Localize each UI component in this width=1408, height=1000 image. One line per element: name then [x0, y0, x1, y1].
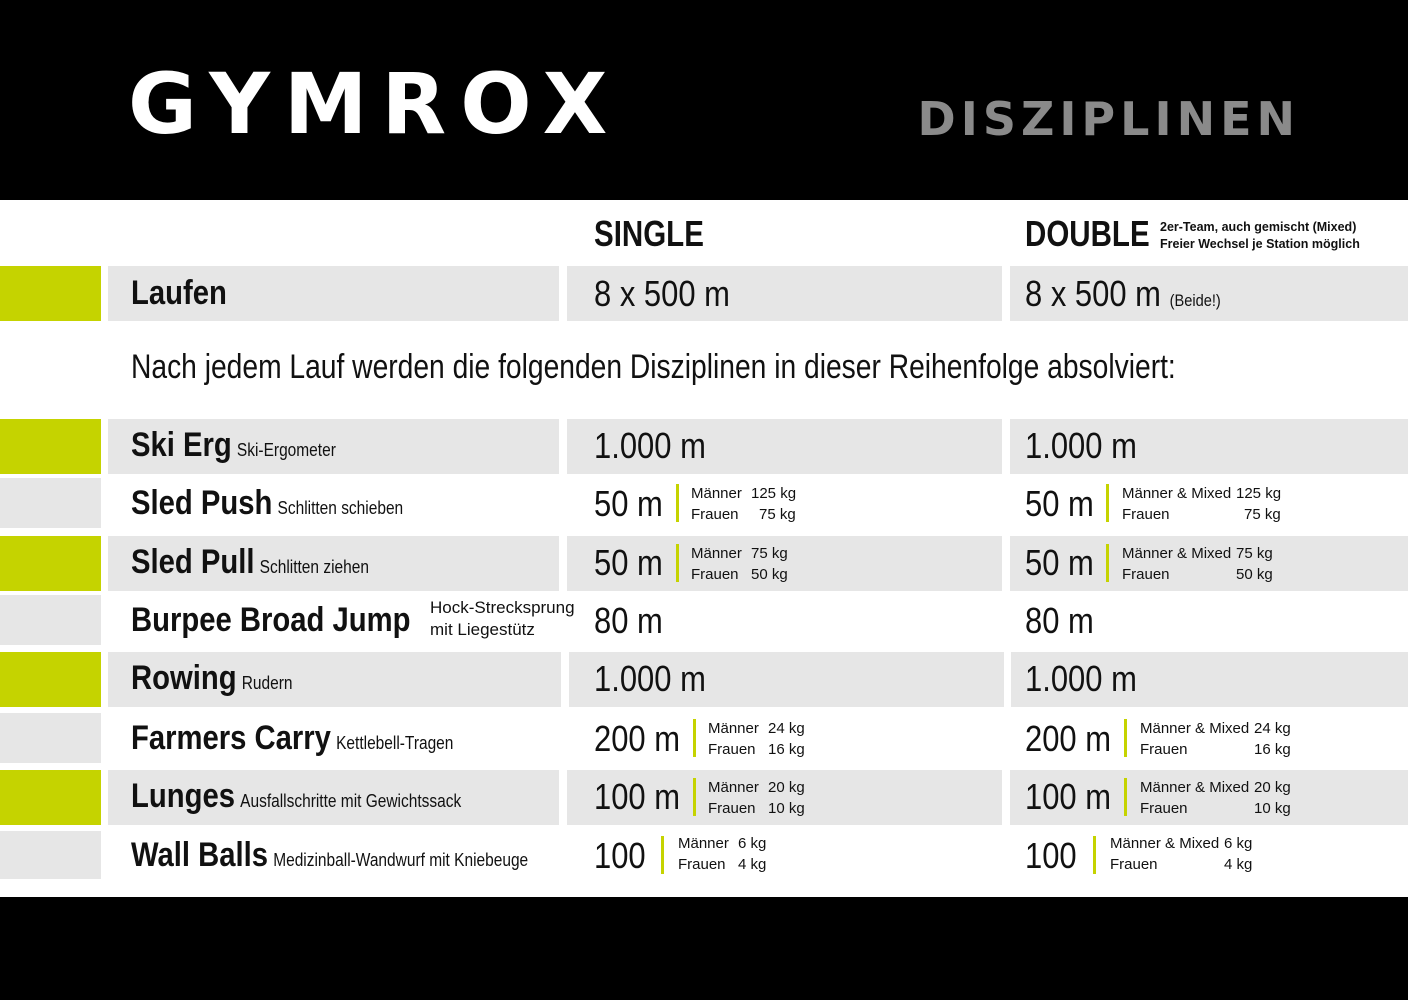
discipline-sub: Rudern — [241, 673, 293, 693]
double-weights: Männer & Mixed 125 kg Frauen 75 kg — [1122, 485, 1282, 523]
single-weights: Männer 125 kg Frauen 75 kg — [691, 485, 797, 523]
single-weights: Männer 6 kg Frauen 4 kg — [678, 835, 767, 873]
table-row — [0, 478, 1408, 528]
table-row — [0, 595, 1408, 645]
discipline-sub: Ski-Ergometer — [236, 440, 336, 460]
divider — [1093, 836, 1096, 874]
row-accent — [0, 478, 101, 528]
divider — [1106, 484, 1109, 522]
table-row — [0, 536, 1408, 591]
header — [0, 0, 1408, 200]
single-distance: 100 m — [594, 776, 681, 817]
table-row — [0, 713, 1408, 763]
double-distance: 100 — [1025, 835, 1077, 876]
discipline-name: Ski Erg Ski-Ergometer — [131, 426, 336, 464]
double-note-line2: Freier Wechsel je Station möglich — [1160, 237, 1360, 251]
double-note — [1160, 219, 1360, 253]
row-accent — [0, 831, 101, 879]
discipline-name: Sled Pull Schlitten ziehen — [131, 543, 369, 581]
intro-text: Nach jedem Lauf werden die folgenden Disziplinen in dieser Reihenfolge absolviert: — [131, 348, 1176, 386]
discipline-sub: Kettlebell-Tragen — [336, 733, 454, 753]
double-distance: 8 x 500 m (Beide!) — [1025, 273, 1221, 314]
discipline-name: Sled Push Schlitten schieben — [131, 484, 404, 522]
divider — [693, 719, 696, 757]
row-accent — [0, 266, 101, 321]
double-distance: 50 m — [1025, 483, 1094, 524]
row-accent — [0, 536, 101, 591]
table-row — [0, 419, 1408, 474]
double-distance: 1.000 m — [1025, 658, 1137, 699]
single-weights: Männer 24 kg Frauen 16 kg — [708, 720, 805, 758]
discipline-name: Farmers Carry Kettlebell-Tragen — [131, 719, 454, 757]
double-weights: Männer & Mixed 24 kg Frauen 16 kg — [1140, 720, 1291, 758]
page-title: DISZIPLINEN — [917, 92, 1300, 146]
row-accent — [0, 770, 101, 825]
divider — [676, 484, 679, 522]
column-header-single: SINGLE — [594, 213, 704, 254]
single-distance: 1.000 m — [594, 658, 706, 699]
divider — [693, 778, 696, 816]
table-row — [0, 831, 1408, 879]
single-distance: 50 m — [594, 483, 663, 524]
double-weights: Männer & Mixed 75 kg Frauen 50 kg — [1122, 545, 1273, 583]
single-distance: 80 m — [594, 600, 663, 641]
discipline-sub: Hock-Strecksprung mit Liegestütz — [430, 598, 575, 639]
row-accent — [0, 713, 101, 763]
double-weights: Männer & Mixed 20 kg Frauen 10 kg — [1140, 779, 1291, 817]
discipline-sub: Ausfallschritte mit Gewichtssack — [240, 791, 462, 811]
discipline-name: Burpee Broad Jump — [131, 601, 411, 639]
row-accent — [0, 652, 101, 707]
logo: GYMROX — [128, 55, 622, 153]
discipline-name: Wall Balls Medizinball-Wandwurf mit Kniebeuge — [131, 836, 529, 874]
double-weights: Männer & Mixed 6 kg Frauen 4 kg — [1110, 835, 1253, 873]
row-accent — [0, 595, 101, 645]
single-distance: 1.000 m — [594, 425, 706, 466]
divider — [1124, 778, 1127, 816]
divider — [676, 544, 679, 582]
double-note-beide: (Beide!) — [1169, 291, 1221, 310]
discipline-name: Lunges Ausfallschritte mit Gewichtssack — [131, 777, 462, 815]
single-distance: 200 m — [594, 718, 681, 759]
double-distance: 1.000 m — [1025, 425, 1137, 466]
table-row — [0, 770, 1408, 825]
single-distance: 100 — [594, 835, 646, 876]
divider — [1106, 544, 1109, 582]
discipline-name: Rowing Rudern — [131, 659, 293, 697]
footer — [0, 897, 1408, 1000]
discipline-sub: Schlitten schieben — [277, 498, 404, 518]
double-distance: 200 m — [1025, 718, 1112, 759]
single-weights: Männer 20 kg Frauen 10 kg — [708, 779, 805, 817]
divider — [1124, 719, 1127, 757]
divider — [661, 836, 664, 874]
single-distance: 8 x 500 m — [594, 273, 730, 314]
double-distance: 50 m — [1025, 542, 1094, 583]
single-weights: Männer 75 kg Frauen 50 kg — [691, 545, 788, 583]
table-row-laufen — [0, 266, 1408, 321]
column-header-double: DOUBLE — [1025, 213, 1150, 254]
single-distance: 50 m — [594, 542, 663, 583]
discipline-name: Laufen — [131, 274, 227, 312]
double-distance: 100 m — [1025, 776, 1112, 817]
discipline-sub: Medizinball-Wandwurf mit Kniebeuge — [273, 850, 529, 870]
discipline-sub: Schlitten ziehen — [259, 557, 369, 577]
row-accent — [0, 419, 101, 474]
table-row — [0, 652, 1408, 707]
double-note-line1: 2er-Team, auch gemischt (Mixed) — [1160, 220, 1357, 234]
double-distance: 80 m — [1025, 600, 1094, 641]
